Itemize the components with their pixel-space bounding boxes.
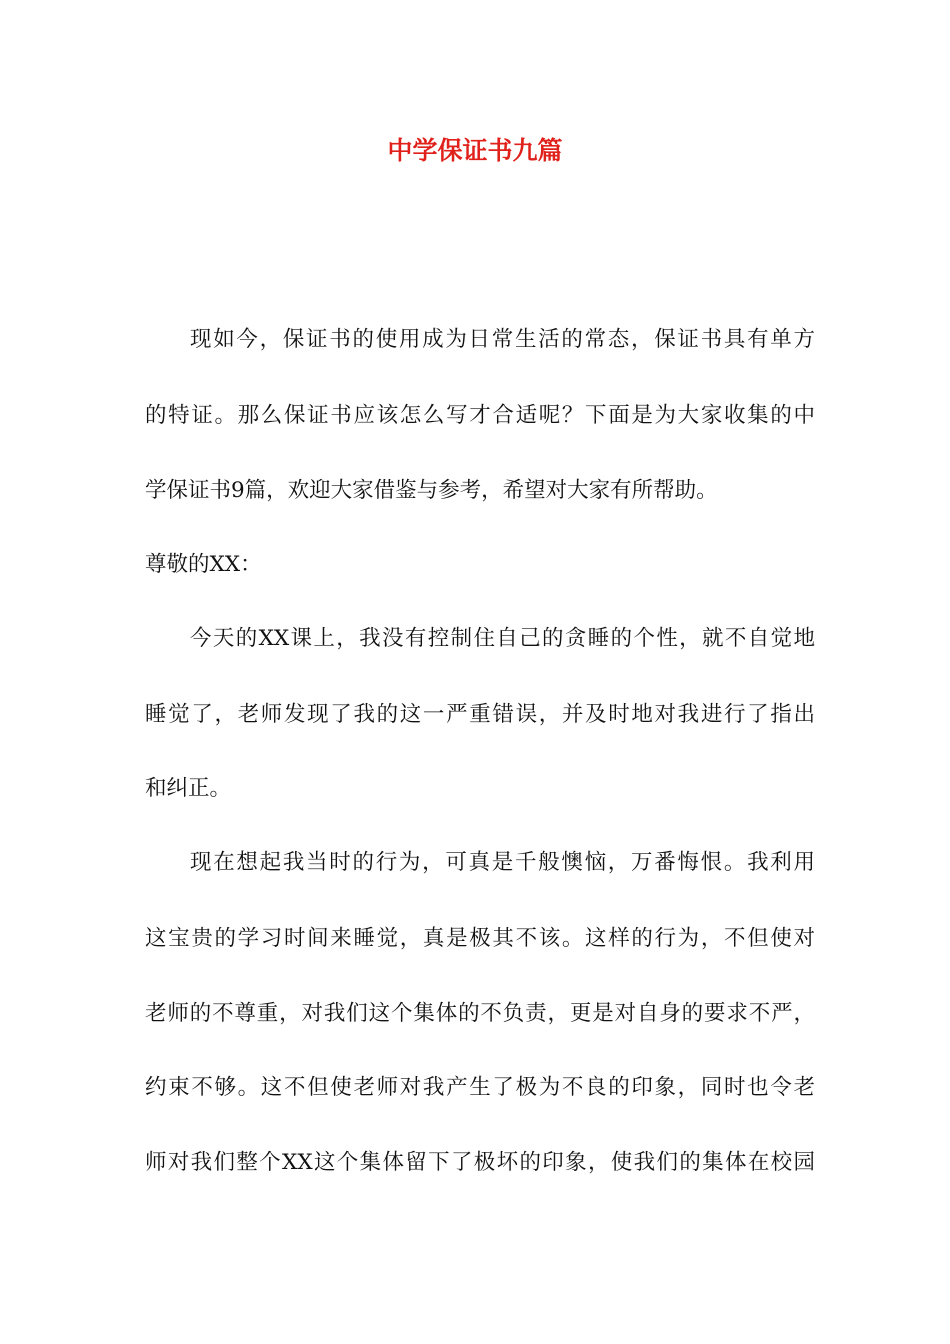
paragraph-line: 睡觉了，老师发现了我的这一严重错误，并及时地对我进行了指出 (145, 702, 815, 727)
paragraph-line: 的特证。那么保证书应该怎么写才合适呢？下面是为大家收集的中 (145, 403, 815, 428)
paragraph-line: 和纠正。 (145, 776, 232, 801)
paragraph-line: 现如今，保证书的使用成为日常生活的常态，保证书具有单方 (190, 327, 815, 352)
document-title: 中学保证书九篇 (387, 136, 563, 165)
paragraph-line: 约束不够。这不但使老师对我产生了极为不良的印象，同时也令老 (145, 1075, 815, 1100)
paragraph-line: 师对我们整个XX这个集体留下了极坏的印象，使我们的集体在校园 (145, 1150, 815, 1175)
paragraph-line: 学保证书9篇，欢迎大家借鉴与参考，希望对大家有所帮助。 (145, 478, 718, 503)
salutation-line: 尊敬的XX： (145, 552, 262, 577)
paragraph-line: 今天的XX课上，我没有控制住自己的贪睡的个性，就不自觉地 (190, 626, 815, 651)
paragraph-line: 现在想起我当时的行为，可真是千般懊恼，万番悔恨。我利用 (190, 850, 815, 875)
paragraph-line: 这宝贵的学习时间来睡觉，真是极其不该。这样的行为，不但使对 (145, 926, 815, 951)
paragraph-line: 老师的不尊重，对我们这个集体的不负责，更是对自身的要求不严， (145, 1001, 815, 1026)
